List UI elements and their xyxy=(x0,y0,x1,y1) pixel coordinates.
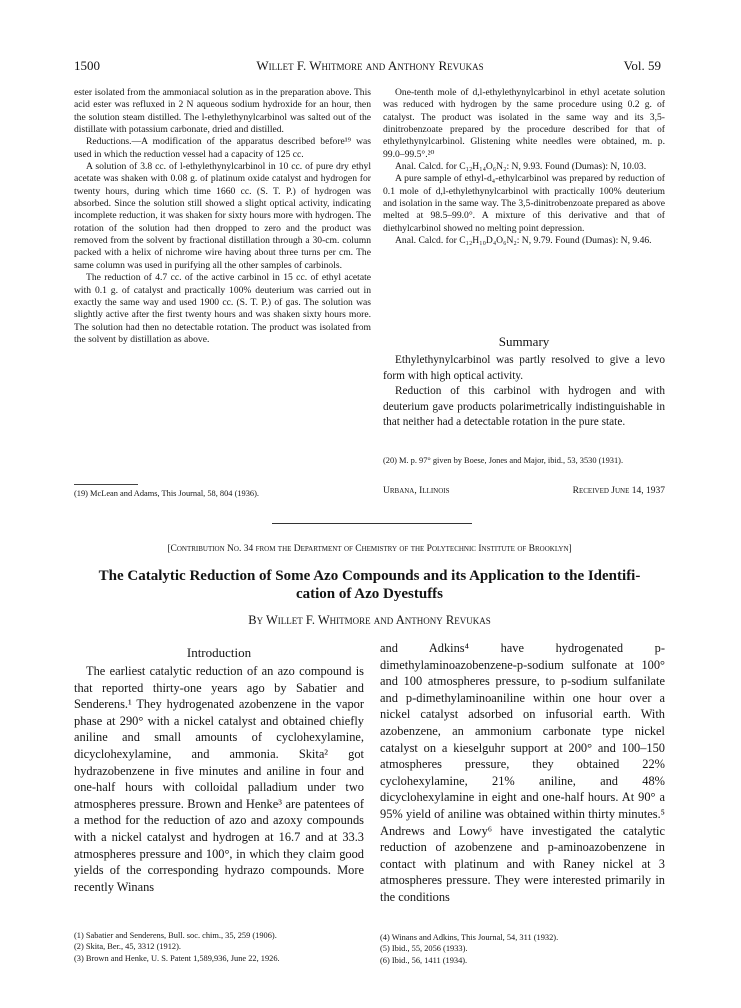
paragraph: and Adkins⁴ have hydrogenated p-dimethylaminoazobenzene-p-sodium sulfonate at 100° and 100 atmospheres pressure, to p-sodium sulfanilate and p-dimethylaminoaniline within one hour over a nickel catalyst adsorbed on infusorial earth. With azobenzene, an ammonium carbonate type nickel catalyst on a kieselguhr support at 200° and 100–150 atmospheres pressure, they obtained 22% cyclohexylamine, 21% aniline, and 48% dicyclohexylamine in eight and one-half hours. At 90° a 95% yield of aniline was obtained within thirty minutes.⁵ Andrews and Lowy⁶ have investigated the catalytic reduction of azobenzene and p-aminoazobenzene in contact with platinum and with Raney nickel at 3 atmospheres pressure. They were interested primarily in the conditions xyxy=(380,641,665,904)
summary-paragraph: Ethylethynylcarbinol was partly resolved to give a levo form with high optical activity. xyxy=(383,354,665,382)
summary-paragraph: Reduction of this carbinol with hydrogen and with deuterium gave products polarimetrically indistinguishable in that neither had a detectable rotation in the pure state. xyxy=(383,385,665,428)
paragraph: A solution of 3.8 cc. of l-ethylethynylcarbinol in 10 cc. of pure dry ethyl acetate was shaken with 0.08 g. of platinum oxide catalyst and hydrogen for twenty hours, during which time 1660 cc. (S. T. P.) of hydrogen was absorbed. Since the solution still showed a slight optical activity, indicating incomplete reduction, it was shaken for sixty hours more with hydrogen. The rotation of the solution had then dropped to zero and the product was removed from the solvent by fractional distillation through a 30-cm. column packed with a helix of nichrome wire having about three turns per cm. The same column was used in purifying all the other samples of carbinols. xyxy=(74,161,371,271)
paragraph: A pure sample of ethyl-d₄-ethylcarbinol was prepared by reduction of 0.1 mole of d,l-ethylethynylcarbinol with practically 100% deuterium and isolation in the same way. The 3,5-dinitrobenzoate prepared as above melted at 98.5–99.0°. A mixture of this derivative and that of diethylcarbinol showed no melting point depression. xyxy=(383,173,665,234)
section-heading: Introduction xyxy=(186,645,252,660)
footnote: (19) McLean and Adams, This Journal, 58, 804 (1936). xyxy=(74,489,259,498)
prev-article-left-column xyxy=(74,87,371,346)
volume-number: Vol. 59 xyxy=(623,58,661,73)
affiliation-place: Urbana, Illinois xyxy=(383,486,450,496)
paragraph: The earliest catalytic reduction of an azo compound is that reported thirty-one years ago by Sabatier and Senderens.¹ They hydrogenated azobenzene in the vapor phase at 290° with a nickel catalyst and obtained chiefly aniline and small amounts of cyclohexylamine, dicyclohexylamine, and ammonia. Skita² got hydrazobenzene in five minutes and aniline in four and one-half hours with colloidal palladium under two atmospheres pressure. Brown and Henke³ are patentees of a method for the reduction of azo and azoxy compounds with a nickel catalyst and hydrogen at 16.7 and at 33.3 atmospheres pressure and 100°, in which they claim good yields of the corresponding hydrazo compounds. More recently Winans xyxy=(74,664,364,894)
article-title xyxy=(74,567,665,603)
summary-body xyxy=(383,353,665,431)
footnote: (3) Brown and Henke, U. S. Patent 1,589,936, June 22, 1926. xyxy=(74,953,280,963)
article-title-line: cation of Azo Dyestuffs xyxy=(295,586,444,602)
paragraph: Reductions.—A modification of the apparatus described before¹⁹ was used in which the reduction vessel had a capacity of 125 cc. xyxy=(74,136,371,160)
footnote: (20) M. p. 97° given by Boese, Jones and Major, ibid., 53, 3530 (1931). xyxy=(383,456,624,465)
contribution-line: [Contribution No. 34 from the Department of Chemistry of the Polytechnic Institute of Brooklyn] xyxy=(167,544,572,554)
analysis-line: Anal. Calcd. for C₁₂H₁₄O₆N₂: N, 9.93. Found (Dumas): N, 10.03. xyxy=(395,161,647,173)
paragraph: ester isolated from the ammoniacal solution as in the preparation above. This acid ester was refluxed in 2 N aqueous sodium hydroxide for an hour, then the solution steam distilled. The l-ethylethynylcarbinol was salted out of the distillate with potassium carbonate, dried and distilled. xyxy=(74,87,371,136)
footnote-rule xyxy=(74,484,138,485)
footnote: (1) Sabatier and Senderens, Bull. soc. chim., 35, 259 (1906). xyxy=(74,931,277,940)
analysis-line: Anal. Calcd. for C₁₂H₁₀D₄O₆N₂: N, 9.79. Found (Dumas): N, 9.46. xyxy=(395,235,652,247)
received-date: Received June 14, 1937 xyxy=(572,486,665,496)
footnotes-left xyxy=(74,930,364,964)
running-title: Willet F. Whitmore and Anthony Revukas xyxy=(256,58,484,73)
article-title-line: The Catalytic Reduction of Some Azo Compounds and its Application to the Identifi- xyxy=(98,568,641,584)
paragraph: The reduction of 4.7 cc. of the active carbinol in 15 cc. of ethyl acetate with 0.1 g. of catalyst and practically 100% deuterium was carried out in exactly the same way and used 1900 cc. (S. T. P.) of gas. The solution was slightly active after the first twenty hours and was shaken sixty hours more. The solution had then no detectable rotation. The product was isolated from the solvent by distillation as above. xyxy=(74,272,371,345)
footnote: (4) Winans and Adkins, This Journal, 54, 311 (1932). xyxy=(380,933,559,942)
footnote: (6) Ibid., 56, 1411 (1934). xyxy=(380,955,468,965)
article-separator xyxy=(272,523,472,524)
paragraph: One-tenth mole of d,l-ethylethynylcarbinol in ethyl acetate solution was reduced with hydrogen by the same procedure using 0.2 g. of catalyst. The product was isolated in the same way and its 3,5-dinitrobenzoate prepared by the procedure described for that of ethylethynylcarbinol. Glistening white needles were obtained, m. p. 99.0–99.5°.²⁰ xyxy=(383,87,665,160)
footnotes-right xyxy=(380,932,665,966)
prev-article-right-column xyxy=(383,87,665,247)
article-left-column xyxy=(74,663,364,895)
summary-heading: Summary xyxy=(498,334,550,349)
footnote: (5) Ibid., 55, 2056 (1933). xyxy=(380,944,468,954)
footnote: (2) Skita, Ber., 45, 3312 (1912). xyxy=(74,942,182,952)
article-right-column xyxy=(380,640,665,906)
article-byline: By Willet F. Whitmore and Anthony Revukas xyxy=(248,613,491,627)
page-number: 1500 xyxy=(74,58,100,73)
